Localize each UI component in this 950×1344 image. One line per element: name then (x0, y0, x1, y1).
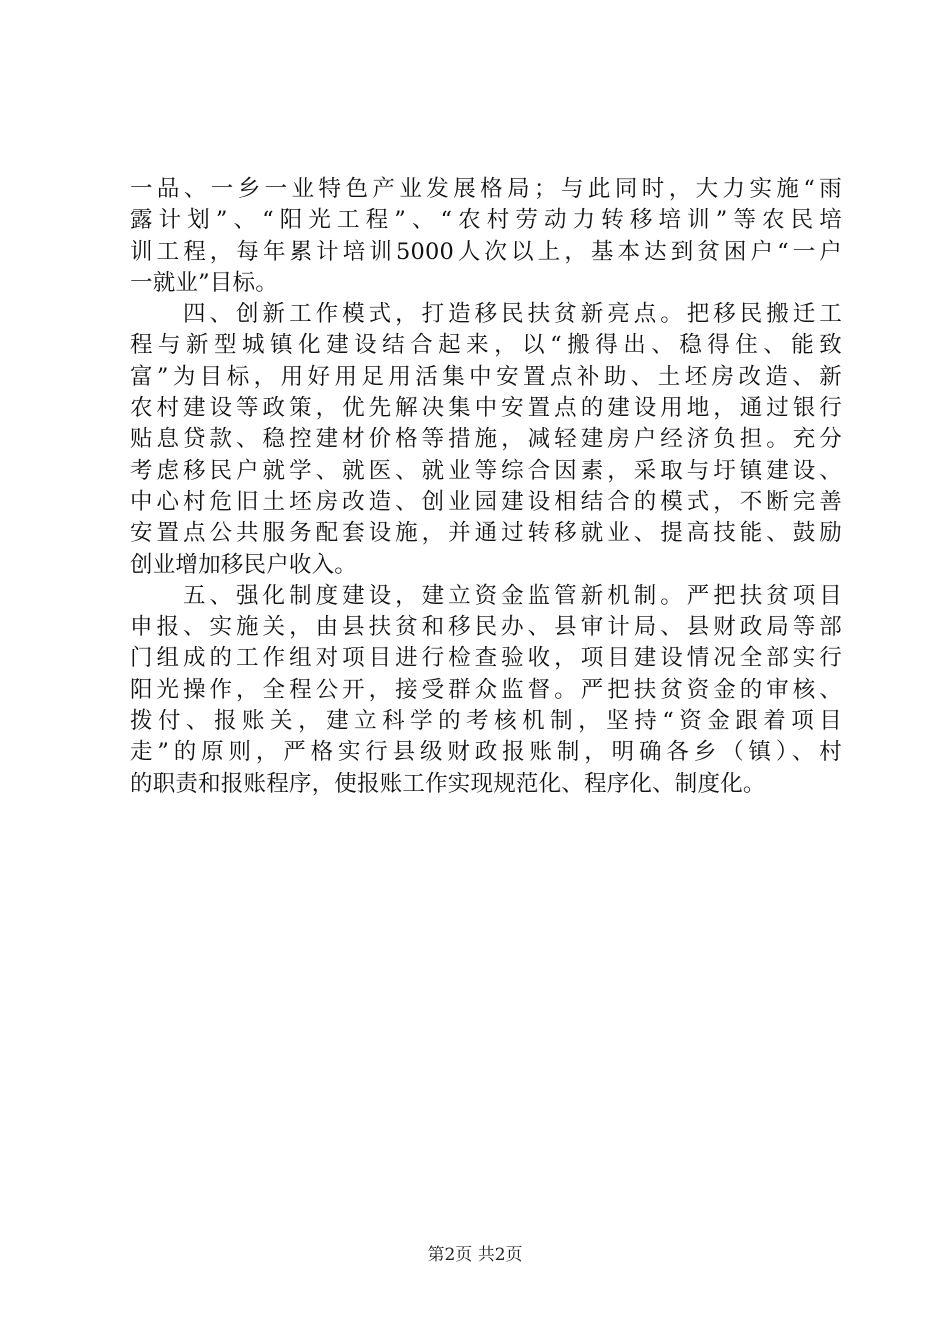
text-line: 五、强化制度建设，建立资金监管新机制。严把扶贫项目 (130, 582, 842, 609)
text-line: 门组成的工作组对项目进行检查验收，项目建设情况全部实行 (130, 645, 842, 672)
page-footer: 第2页 共2页 (427, 1245, 523, 1265)
text-line: 考虑移民户就学、就医、就业等综合因素，采取与圩镇建设、 (130, 457, 842, 484)
text-line: 中心村危旧土坯房改造、创业园建设相结合的模式，不断完善 (130, 488, 842, 515)
text-line: 训工程，每年累计培训5000人次以上，基本达到贫困户“一户 (130, 238, 842, 265)
text-line: 四、创新工作模式，打造移民扶贫新亮点。把移民搬迁工 (130, 301, 842, 328)
text-line: 一品、一乡一业特色产业发展格局；与此同时，大力实施“雨 (130, 176, 842, 202)
text-line: 贴息贷款、稳控建材价格等措施，减轻建房户经济负担。充分 (130, 426, 842, 453)
text-line: 程与新型城镇化建设结合起来，以“搬得出、稳得住、能致 (130, 332, 842, 359)
text-line: 农村建设等政策，优先解决集中安置点的建设用地，通过银行 (130, 395, 842, 422)
text-line: 阳光操作，全程公开，接受群众监督。严把扶贫资金的审核、 (130, 676, 842, 703)
text-line: 一就业”目标。 (130, 269, 278, 296)
text-line: 的职责和报账程序，使报账工作实现规范化、程序化、制度化。 (130, 770, 766, 797)
text-line: 富”为目标，用好用足用活集中安置点补助、土坯房改造、新 (130, 363, 842, 390)
text-line: 走”的原则，严格实行县级财政报账制，明确各乡（镇）、村 (130, 739, 842, 766)
text-line: 申报、实施关，由县扶贫和移民办、县审计局、县财政局等部 (130, 614, 842, 641)
text-line: 创业增加移民户收入。 (130, 551, 358, 578)
body-text (130, 174, 842, 800)
text-line: 露计划”、“阳光工程”、“农村劳动力转移培训”等农民培 (130, 207, 842, 234)
text-line: 安置点公共服务配套设施，并通过转移就业、提高技能、鼓励 (130, 520, 842, 547)
text-line: 拨付、报账关，建立科学的考核机制，坚持“资金跟着项目 (130, 708, 842, 735)
